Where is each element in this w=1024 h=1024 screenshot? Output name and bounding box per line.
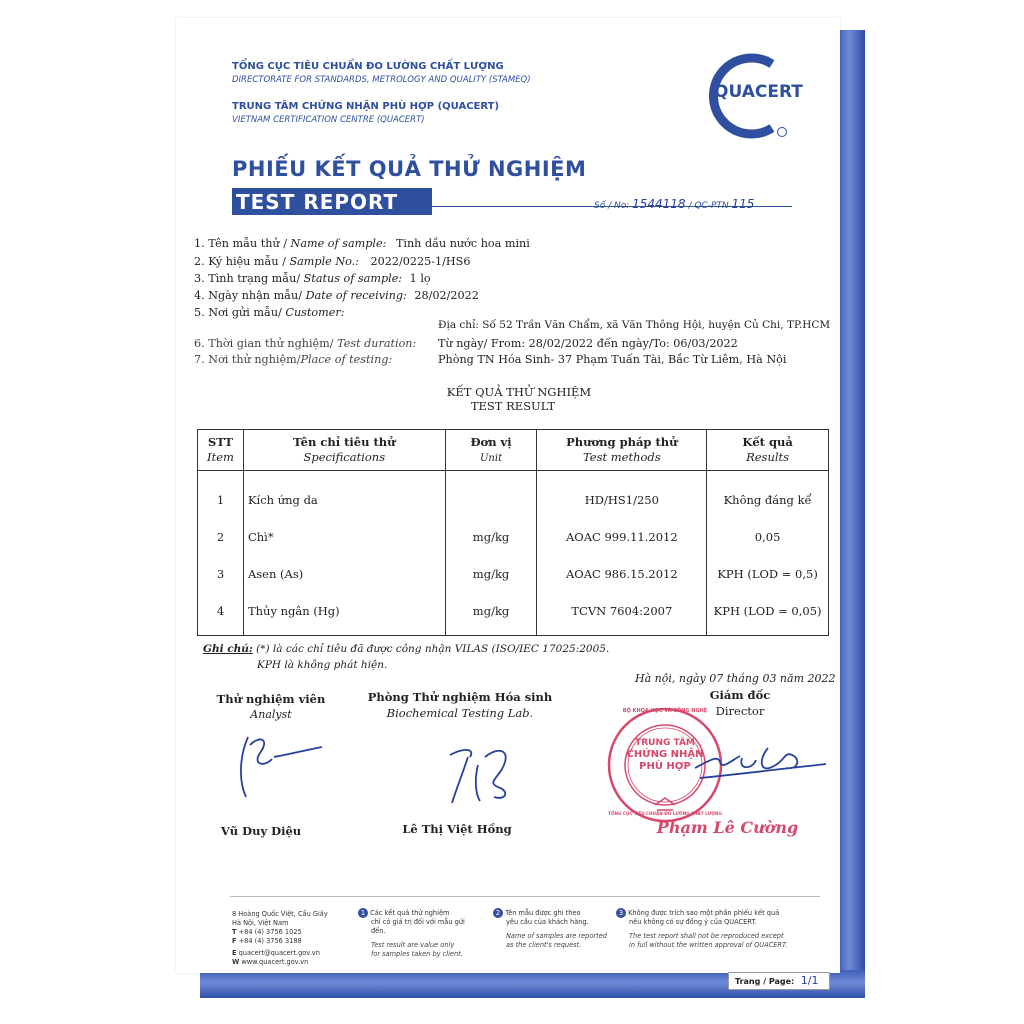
info-value: 1 lọ xyxy=(409,272,431,285)
note-vi: chỉ có giá trị đối với mẫu gửi đến. xyxy=(371,918,465,935)
cell-stt: 2 xyxy=(198,518,244,555)
info-customer xyxy=(194,305,344,320)
note xyxy=(203,643,609,655)
footer-divider xyxy=(230,896,820,897)
duration-value: Từ ngày/ From: 28/02/2022 đến ngày/To: 06/03/2022 xyxy=(438,337,738,350)
director-title: Giám đốc xyxy=(709,688,771,702)
info-label: 2. Ký hiệu mẫu / xyxy=(194,255,290,268)
info-label: 4. Ngày nhận mẫu/ xyxy=(194,289,306,302)
info-date-receiving xyxy=(194,288,479,303)
info-label-en: Status of sample: xyxy=(303,272,403,285)
table-row xyxy=(198,555,829,592)
cell-result: 0,05 xyxy=(707,518,829,555)
logo-mark: VN xyxy=(755,56,770,66)
info-label: 3. Tình trạng mẫu/ xyxy=(194,272,304,285)
note-vi: yêu cầu của khách hàng. xyxy=(506,918,589,926)
info-label-en: Sample No.: xyxy=(289,255,359,268)
header-vi: Đơn vị xyxy=(470,434,512,449)
stamp-line: TRUNG TÂM xyxy=(635,738,695,748)
info-label: 5. Nơi gửi mẫu/ xyxy=(194,306,286,319)
cell-unit: mg/kg xyxy=(445,518,537,555)
note-number-icon: 2 xyxy=(493,908,503,918)
analyst-name: Vũ Duy Diệu xyxy=(220,824,302,838)
info-name-of-sample xyxy=(194,236,530,251)
analyst-title-en: Analyst xyxy=(250,708,292,721)
info-label-en: Test duration: xyxy=(337,337,417,350)
header-vi: STT xyxy=(207,435,233,449)
code-label: / QC-PTN xyxy=(688,201,729,211)
director-name: Phạm Lê Cường xyxy=(656,818,799,837)
note-vi: Không được trích sao một phần phiếu kết quả xyxy=(628,909,780,917)
results-title-vi xyxy=(0,385,1024,399)
analyst-signature xyxy=(230,725,330,805)
cell-method: HD/HS1/250 xyxy=(537,471,707,519)
info-label: 6. Thời gian thử nghiệm/ xyxy=(194,337,338,350)
info-label-en: Date of receiving: xyxy=(305,289,407,302)
note-number-icon: 3 xyxy=(616,908,626,918)
note-vi: Tên mẫu được ghi theo xyxy=(505,909,581,917)
results-table xyxy=(197,429,829,636)
lab-title: Phòng Thử nghiệm Hóa sinh xyxy=(367,690,553,704)
title-vi: PHIẾU KẾT QUẢ THỬ NGHIỆM xyxy=(232,157,587,181)
note-line2: KPH là không phát hiện. xyxy=(257,659,388,671)
org-name-en: DIRECTORATE FOR STANDARDS, METROLOGY AND QUALITY (STAMEQ) xyxy=(232,75,531,85)
info-label: 1. Tên mẫu thử / xyxy=(194,237,291,250)
director-title-en: Director xyxy=(715,704,765,718)
note-line1: (*) là các chỉ tiêu đã được công nhận VILAS (ISO/IEC 17025:2005. xyxy=(256,643,610,655)
footer-address: Hà Nội, Việt Nam xyxy=(232,919,289,927)
results-title-en-text: TEST RESULT xyxy=(470,399,556,413)
web-tag: W xyxy=(232,958,240,966)
header-vi: Tên chỉ tiêu thử xyxy=(293,435,396,449)
phone-tag: T xyxy=(232,928,237,936)
footer-note-1 xyxy=(358,908,478,959)
header-en: Test methods xyxy=(582,450,661,464)
note-number-icon: 1 xyxy=(358,908,368,918)
lab-signature xyxy=(440,735,550,810)
centre-name-en: VIETNAM CERTIFICATION CENTRE (QUACERT) xyxy=(232,115,425,125)
cell-spec: Kích ứng da xyxy=(243,471,445,519)
info-value: Tinh dầu nước hoa mini xyxy=(395,237,530,250)
header-spec xyxy=(243,430,445,471)
header-en: Results xyxy=(746,450,790,464)
cell-method: TCVN 7604:2007 xyxy=(537,592,707,636)
note-en: in full without the written approval of QUACERT. xyxy=(629,941,788,949)
cell-spec: Chì* xyxy=(243,518,445,555)
place-value: Phòng TN Hóa Sinh- 37 Phạm Tuấn Tài, Bắc Từ Liêm, Hà Nội xyxy=(438,353,787,366)
lab-name: Lê Thị Việt Hồng xyxy=(402,822,512,836)
header-result xyxy=(707,430,829,471)
cell-result: Không đáng kể xyxy=(707,471,829,519)
table-row xyxy=(198,592,829,636)
info-sample-no xyxy=(194,254,470,269)
stamp-line: CHỨNG NHẬN xyxy=(626,749,704,760)
info-label-en: Name of sample: xyxy=(290,237,387,250)
cell-unit: mg/kg xyxy=(445,592,537,636)
stamp-ring-bottom: TỔNG CỤC TIÊU CHUẨN ĐO LƯỜNG CHẤT LƯỢNG xyxy=(608,811,722,816)
footer-address: 8 Hoàng Quốc Việt, Cầu Giấy xyxy=(232,910,328,918)
footer-phone: +84 (4) 3756 1025 xyxy=(238,928,302,936)
cell-spec: Thủy ngân (Hg) xyxy=(243,592,445,636)
header-method xyxy=(537,430,707,471)
date-line: Hà nội, ngày 07 tháng 03 năm 2022 xyxy=(635,672,836,685)
note-vi: nếu không có sự đồng ý của QUACERT. xyxy=(629,918,757,926)
table-row xyxy=(198,471,829,519)
note-en: The test report shall not be reproduced except xyxy=(629,932,784,940)
cell-unit: mg/kg xyxy=(445,555,537,592)
note-vi: Các kết quả thử nghiệm xyxy=(370,909,450,917)
page-number-box xyxy=(728,972,830,990)
analyst-title: Thử nghiệm viên xyxy=(216,692,326,706)
cell-method: AOAC 999.11.2012 xyxy=(537,518,707,555)
page-label: Trang / Page: xyxy=(735,977,795,986)
code-value: 115 xyxy=(731,197,755,211)
footer-web: www.quacert.gov.vn xyxy=(241,958,309,966)
info-value: 28/02/2022 xyxy=(414,289,479,302)
results-title-en xyxy=(0,399,1024,413)
report-number xyxy=(594,197,754,211)
centre-name-vi: TRUNG TÂM CHỨNG NHẬN PHÙ HỢP (QUACERT) xyxy=(232,101,500,112)
header-en: Specifications xyxy=(303,450,386,464)
note-en: for samples taken by client. xyxy=(371,950,463,958)
table-header-row xyxy=(198,430,829,471)
note-label: Ghi chú: xyxy=(203,643,253,655)
results-title-vi-text: KẾT QUẢ THỬ NGHIỆM xyxy=(446,385,592,399)
footer-note-2 xyxy=(493,908,613,950)
logo-text: QUACERT xyxy=(714,82,803,102)
header-vi: Phương pháp thử xyxy=(566,435,678,449)
header-stt xyxy=(198,430,244,471)
cell-result: KPH (LOD = 0,05) xyxy=(707,592,829,636)
fax-tag: F xyxy=(232,937,237,945)
quacert-logo xyxy=(700,50,803,140)
footer-note-3 xyxy=(616,908,821,950)
cell-unit xyxy=(445,471,537,519)
info-value: 2022/0225-1/HS6 xyxy=(370,255,471,268)
page-value: 1/1 xyxy=(800,974,819,987)
cell-stt: 4 xyxy=(198,592,244,636)
header-en: Unit xyxy=(480,452,503,464)
info-place xyxy=(194,352,392,367)
email-tag: E xyxy=(232,949,237,957)
stamp-line: PHÙ HỢP xyxy=(639,761,691,772)
table-row xyxy=(198,518,829,555)
info-label: 7. Nơi thử nghiệm/ xyxy=(194,353,301,366)
lab-title-en: Biochemical Testing Lab. xyxy=(386,706,534,720)
footer-fax: +84 (4) 3756 3188 xyxy=(238,937,302,945)
cell-spec: Asen (As) xyxy=(243,555,445,592)
title-en: TEST REPORT xyxy=(236,190,399,214)
info-label-en: Customer: xyxy=(285,306,345,319)
number-value: 1544118 xyxy=(632,197,686,211)
cell-stt: 1 xyxy=(198,471,244,519)
director-signature xyxy=(690,730,830,790)
header-vi: Kết quả xyxy=(742,435,793,449)
footer-contact xyxy=(232,910,362,967)
header-unit xyxy=(445,430,537,471)
note-en: Test result are value only xyxy=(371,941,455,949)
note-en: as the client's request. xyxy=(506,941,582,949)
info-label-en: Place of testing: xyxy=(300,353,393,366)
number-label: Số / No: xyxy=(594,201,630,211)
note-en: Name of samples are reported xyxy=(506,932,607,940)
header-en: Item xyxy=(207,450,234,464)
cell-stt: 3 xyxy=(198,555,244,592)
blue-frame-right xyxy=(837,30,865,995)
footer-email: quacert@quacert.gov.vn xyxy=(238,949,320,957)
stamp-ring-top: BỘ KHOA HỌC VÀ CÔNG NGHỆ xyxy=(622,708,708,714)
info-duration xyxy=(194,336,416,351)
cell-method: AOAC 986.15.2012 xyxy=(537,555,707,592)
cell-result: KPH (LOD = 0,5) xyxy=(707,555,829,592)
info-status xyxy=(194,271,431,286)
org-name-vi: TỔNG CỤC TIÊU CHUẨN ĐO LƯỜNG CHẤT LƯỢNG xyxy=(232,61,504,72)
customer-address: Địa chỉ: Số 52 Trần Văn Chẩm, xã Văn Thông Hội, huyện Củ Chi, TP.HCM xyxy=(438,319,831,331)
